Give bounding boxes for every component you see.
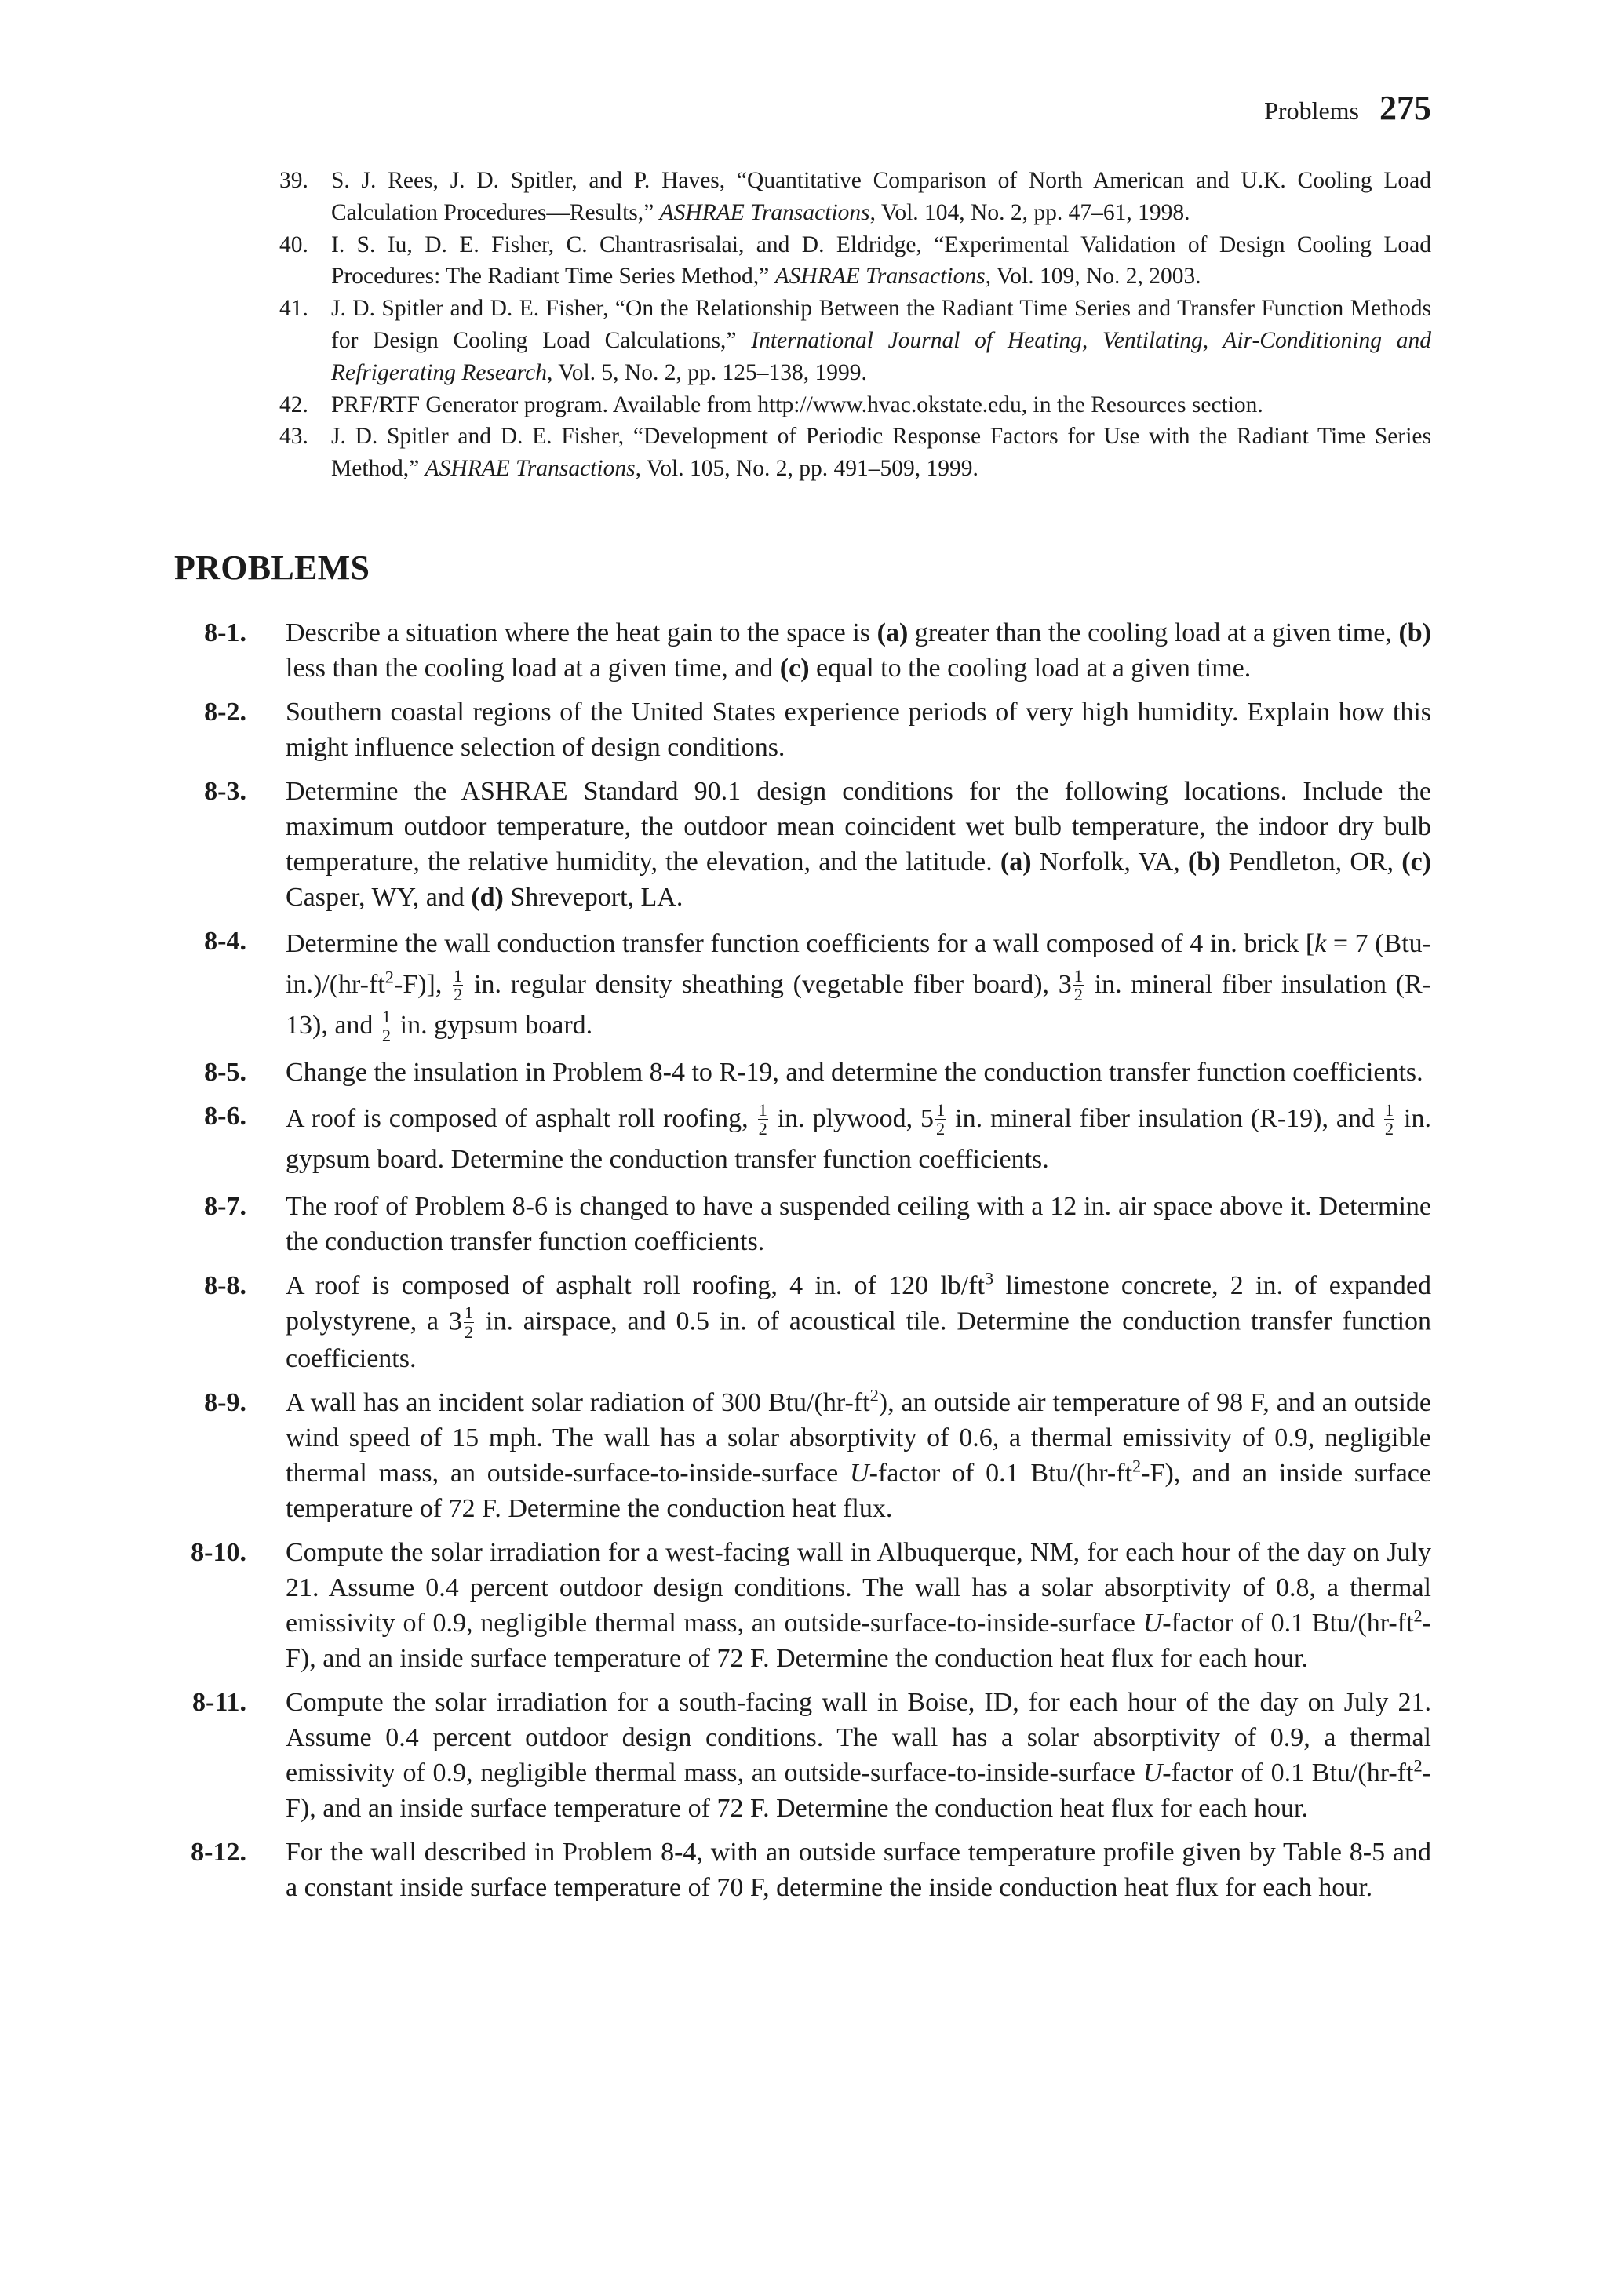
problem-item xyxy=(174,615,1431,686)
problem-text: Compute the solar irradiation for a south-facing wall in Boise, ID, for each hour of the day on July 21. Assume 0.4 percent outdoor design conditions. The wall has a solar absorptivity of 0.9, a thermal emissivity of 0.9, negligible thermal mass, an outside-surface-to-inside-surface U-factor of 0.1 Btu/$(hr-ft^2-F)$, and an inside surface temperature of 72 F. Determine the conduction heat flux for each hour. xyxy=(286,1688,1431,1824)
problem-number: 8-8. xyxy=(204,1271,246,1300)
reference-item xyxy=(279,421,1431,485)
fraction-one-half: $\frac{1}{2}$ xyxy=(758,1099,767,1139)
problem-text: A roof is composed of asphalt roll roofing, 4 in. of 120 $lb/ft^3$ limestone concrete, 2 in. of expanded polystyrene, a 3 $\frac{1}{2}$ in. airspace, and 0.5 in. of acoustical tile. Determine the conduction transfer function coefficients. xyxy=(286,1268,1432,1374)
problem-number: 8-11. xyxy=(192,1688,246,1718)
problem-item xyxy=(174,694,1431,765)
reference-journal: International Journal of Heating, Ventilating, Air-Conditioning and Refrigerating Research xyxy=(331,327,1431,385)
problem-text: Compute the solar irradiation for a west-facing wall in Albuquerque, NM, for each hour of the day on July 21. Assume 0.4 percent outdoor design conditions. The wall has a solar absorptivity of 0.8, a thermal emissivity of 0.9, negligible thermal mass, an outside-surface-to-inside-surface U-factor of 0.1 Btu/$(hr-ft^2-F)$, and an inside surface temperature of 72 F. Determine the conduction heat flux for each hour. xyxy=(286,1538,1431,1674)
problem-item xyxy=(174,1835,1431,1905)
reference-journal: ASHRAE Transactions xyxy=(659,199,870,225)
fraction-one-half: $\frac{1}{2}$ xyxy=(1384,1099,1394,1139)
problem-text: Describe a situation where the heat gain to the space is (a) greater than the cooling load at a given time, (b) less than the cooling load at a given time, and (c) equal to the cooling load at a given time. xyxy=(286,618,1431,683)
problem-number: 8-7. xyxy=(204,1192,246,1221)
reference-text xyxy=(331,293,1431,388)
problem-text: A wall has an incident solar radiation of 300 Btu/$(hr-ft^2)$, an outside air temperature of 98 F, and an outside wind speed of 15 mph. The wall has a solar absorptivity of 0.6, a thermal emissivity of 0.9, negligible thermal mass, an outside-surface-to-inside-surface U-factor of 0.1 Btu/$(hr-ft^2-F)$, and an inside surface temperature of 72 F. Determine the conduction heat flux. xyxy=(286,1385,1431,1524)
problem-item xyxy=(174,1055,1431,1090)
problem-text: Determine the wall conduction transfer function coefficients for a wall composed of 4 in. brick [k = 7 $(Btu-in.)/(hr-ft^2-F)$], $\frac{1}{2}$ in. regular density sheathing (vegetable fiber board), 3 $\frac{1}{2}$ in. mineral fiber insulation (R-13), and $\frac{1}{2}$ in. gypsum board. xyxy=(286,929,1431,1046)
reference-text-part: J. D. Spitler and D. E. Fisher, “On the Relationship Between the Radiant Time Series and Transfer Function Methods for Design Cooling Load Calculations,” xyxy=(331,296,1431,353)
reference-text-part: , Vol. 5, No. 2, pp. 125–138, 1999. xyxy=(547,359,867,385)
section-heading: PROBLEMS xyxy=(174,548,370,587)
reference-journal: ASHRAE Transactions, xyxy=(425,456,641,482)
problem-text: For the wall described in Problem 8-4, with an outside surface temperature profile given by Table 8-5 and a constant inside surface temperature of 70 F, determine the inside conduction heat flux for each hour. xyxy=(286,1838,1431,1903)
fraction-one-half: $\frac{1}{2}$ xyxy=(454,965,463,1005)
problem-item xyxy=(174,1385,1431,1526)
fraction-one-half: $\frac{1}{2}$ xyxy=(1073,965,1083,1005)
reference-text-part: , Vol. 109, No. 2, 2003. xyxy=(985,264,1201,290)
reference-number: 42. xyxy=(279,392,308,417)
problem-number: 8-4. xyxy=(204,927,246,956)
reference-text xyxy=(331,165,1431,229)
reference-text-part: , Vol. 104, No. 2, pp. 47–61, 1998. xyxy=(869,199,1190,225)
reference-number: 41. xyxy=(279,296,308,322)
problem-item xyxy=(174,1685,1431,1826)
problem-number: 8-5. xyxy=(204,1058,246,1087)
problem-text: Determine the ASHRAE Standard 90.1 design conditions for the following locations. Include the maximum outdoor temperature, the outdoor mean coincident wet bulb temperature, the indoor dry bulb temperature, the relative humidity, the elevation, and the latitude. (a) Norfolk, VA, (b) Pendleton, OR, (c) Casper, WY, and (d) Shreveport, LA. xyxy=(286,777,1431,912)
problem-number: 8-1. xyxy=(204,618,246,647)
reference-item xyxy=(279,165,1431,229)
problem-number: 8-12. xyxy=(191,1838,246,1868)
problem-item xyxy=(174,1189,1431,1259)
page-number: 275 xyxy=(1379,89,1431,127)
part-label: (a) xyxy=(876,618,909,647)
reference-text-part: J. D. Spitler and D. E. Fisher, “Development of Periodic Response Factors for Use with the Radiant Time Series Method,” xyxy=(331,424,1431,482)
reference-list xyxy=(279,165,1431,485)
problem-number: 8-2. xyxy=(204,698,246,727)
reference-text-part: I. S. Iu, D. E. Fisher, C. Chantrasrisalai, and D. Eldridge, “Experimental Validation of Design Cooling Load Procedures: The Radiant Time Series Method,” xyxy=(331,231,1431,290)
reference-text: PRF/RTF Generator program. Available from http://www.hvac.okstate.edu, in the Resources section. xyxy=(331,392,1263,417)
problem-text: A roof is composed of asphalt roll roofing, $\frac{1}{2}$ in. plywood, 5 $\frac{1}{2}$ in. mineral fiber insulation (R-19), and $\frac{1}{2}$ in. gypsum board. Determine the conduction transfer function coefficients. xyxy=(286,1099,1431,1174)
reference-item xyxy=(279,229,1431,293)
problem-item xyxy=(174,1099,1431,1180)
problem-item xyxy=(174,774,1431,915)
problem-list xyxy=(174,615,1431,1914)
problem-number: 8-6. xyxy=(204,1102,246,1131)
problem-number: 8-10. xyxy=(191,1538,246,1568)
reference-number: 39. xyxy=(279,168,308,193)
reference-item xyxy=(279,293,1431,388)
part-label: (c) xyxy=(779,654,810,683)
reference-text-part: Vol. 105, No. 2, pp. 491–509, 1999. xyxy=(640,456,978,482)
part-label: (d) xyxy=(471,883,504,912)
problem-number: 8-3. xyxy=(204,777,246,806)
problem-item xyxy=(174,1268,1431,1376)
running-head-section: Problems xyxy=(1264,97,1359,125)
reference-text-part: S. J. Rees, J. D. Spitler, and P. Haves, “Quantitative Comparison of North American and U.K. Cooling Load Calculation Procedures—Results,” xyxy=(331,168,1431,225)
part-label: (b) xyxy=(1187,847,1221,876)
problem-text: The roof of Problem 8-6 is changed to have a suspended ceiling with a 12 in. air space above it. Determine the conduction transfer function coefficients. xyxy=(286,1192,1431,1256)
part-label: (c) xyxy=(1401,847,1431,876)
problem-number: 8-9. xyxy=(204,1388,246,1418)
part-label: (a) xyxy=(1000,847,1032,876)
reference-text xyxy=(331,229,1431,293)
reference-journal: ASHRAE Transactions xyxy=(774,264,986,290)
fraction-one-half: $\frac{1}{2}$ xyxy=(381,1006,392,1046)
problem-item xyxy=(174,924,1431,1046)
reference-number: 43. xyxy=(279,424,308,450)
fraction-one-half: $\frac{1}{2}$ xyxy=(464,1303,474,1342)
fraction-one-half: $\frac{1}{2}$ xyxy=(936,1099,946,1139)
problem-text: Change the insulation in Problem 8-4 to R-19, and determine the conduction transfer function coefficients. xyxy=(286,1058,1423,1087)
reference-text xyxy=(331,421,1431,485)
problem-item xyxy=(174,1535,1431,1676)
running-head xyxy=(1264,88,1431,128)
reference-number: 40. xyxy=(279,231,308,257)
part-label: (b) xyxy=(1398,618,1431,647)
problem-text: Southern coastal regions of the United States experience periods of very high humidity. Explain how this might influence selection of design conditions. xyxy=(286,698,1431,762)
reference-item xyxy=(279,389,1431,421)
